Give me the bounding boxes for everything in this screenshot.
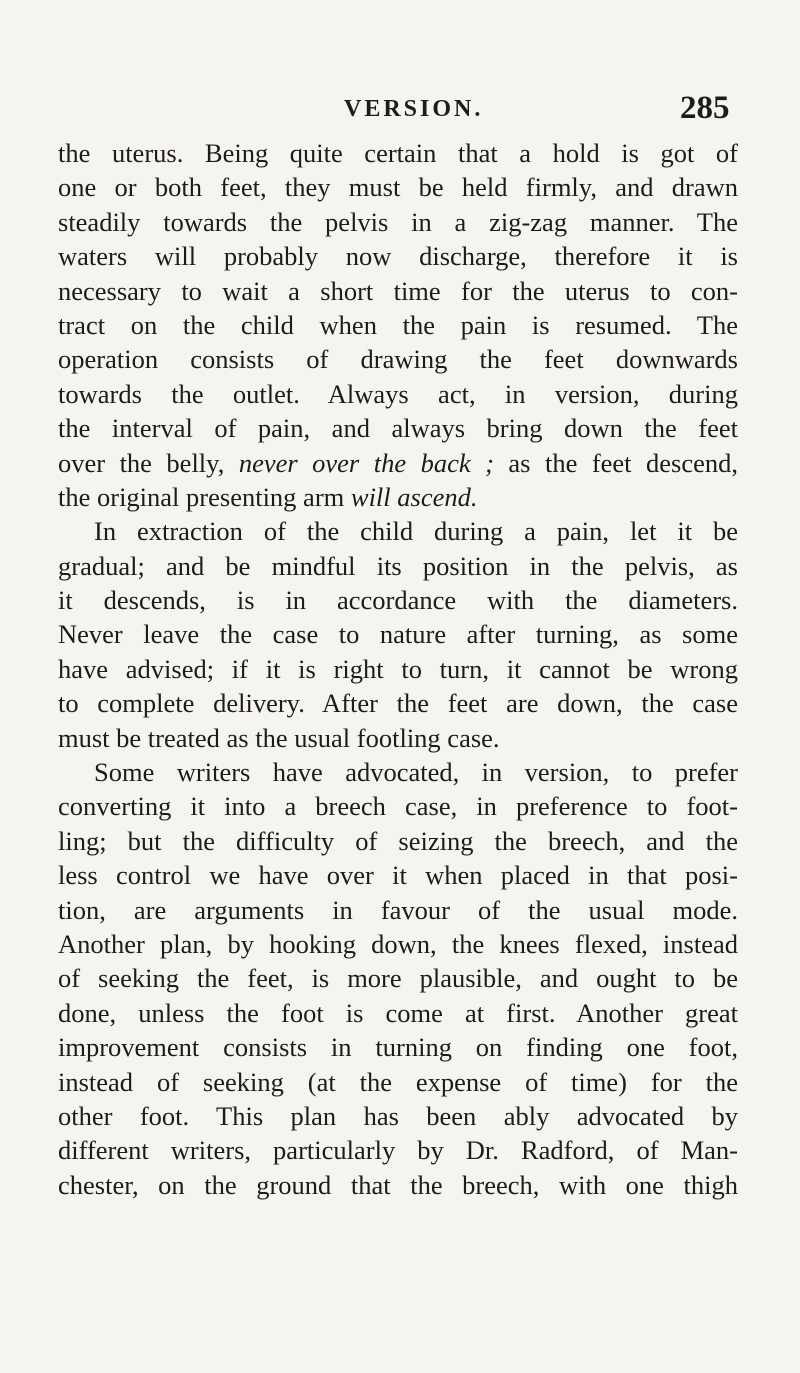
text-line: In extraction of the child during a pain, let it be bbox=[94, 516, 738, 547]
text-line: improvement consists in turning on finding one foot, bbox=[58, 1032, 738, 1063]
text-line: the uterus. Being quite certain that a hold is got of bbox=[58, 138, 738, 168]
text-line: chester, on the ground that the breech, with one thigh bbox=[58, 1169, 738, 1200]
text-line: necessary to wait a short time for the uterus to con- bbox=[58, 275, 738, 306]
text-line: of seeking the feet, is more plausible, and ought to be bbox=[58, 963, 738, 994]
text-line: other foot. This plan has been ably advocated by bbox=[58, 1100, 738, 1131]
text-line: instead of seeking (at the expense of time) for the bbox=[58, 1066, 738, 1097]
text-segment: over the belly, bbox=[58, 447, 239, 478]
text-line: waters will probably now discharge, therefore it is bbox=[58, 241, 738, 272]
text-line: tion, are arguments in favour of the usual mode. bbox=[58, 894, 738, 925]
text-line: steadily towards the pelvis in a zig-zag manner. The bbox=[58, 206, 738, 237]
running-head bbox=[0, 90, 800, 130]
text-line: tract on the child when the pain is resumed. The bbox=[58, 309, 738, 340]
emphasis-text: will ascend. bbox=[350, 481, 478, 512]
text-line: done, unless the foot is come at first. Another great bbox=[58, 997, 738, 1028]
text-line: one or both feet, they must be held firmly, and drawn bbox=[58, 172, 738, 203]
text-line: ling; but the difficulty of seizing the breech, and the bbox=[58, 825, 738, 856]
text-line: have advised; if it is right to turn, it cannot be wrong bbox=[58, 653, 738, 684]
text-line: Never leave the case to nature after turning, as some bbox=[58, 619, 738, 650]
text-line-with-emphasis bbox=[58, 446, 738, 480]
running-head-title: VERSION. bbox=[344, 96, 484, 122]
text-line: Some writers have advocated, in version, to prefer bbox=[94, 757, 738, 788]
text-line: Another plan, by hooking down, the knees flexed, instead bbox=[58, 928, 738, 959]
text-line: different writers, particularly by Dr. Radford, of Man- bbox=[58, 1135, 738, 1166]
text-segment: as the feet descend, bbox=[493, 447, 738, 478]
text-line: converting it into a breech case, in preference to foot- bbox=[58, 791, 738, 822]
text-line: towards the outlet. Always act, in version, during bbox=[58, 378, 738, 409]
text-line-with-emphasis bbox=[58, 480, 738, 514]
emphasis-text: never over the back ; bbox=[238, 447, 494, 478]
page-number: 285 bbox=[680, 90, 730, 126]
text-line: less control we have over it when placed in that posi- bbox=[58, 860, 738, 891]
text-segment: the original presenting arm bbox=[58, 481, 351, 512]
text-line: gradual; and be mindful its position in the pelvis, as bbox=[58, 550, 738, 581]
text-line: must be treated as the usual footling case. bbox=[58, 722, 500, 753]
text-line: to complete delivery. After the feet are down, the case bbox=[58, 688, 738, 719]
text-line: it descends, is in accordance with the diameters. bbox=[58, 585, 738, 616]
body-text bbox=[58, 136, 738, 1202]
text-line: the interval of pain, and always bring down the feet bbox=[58, 413, 738, 444]
text-line: operation consists of drawing the feet downwards bbox=[58, 344, 738, 375]
